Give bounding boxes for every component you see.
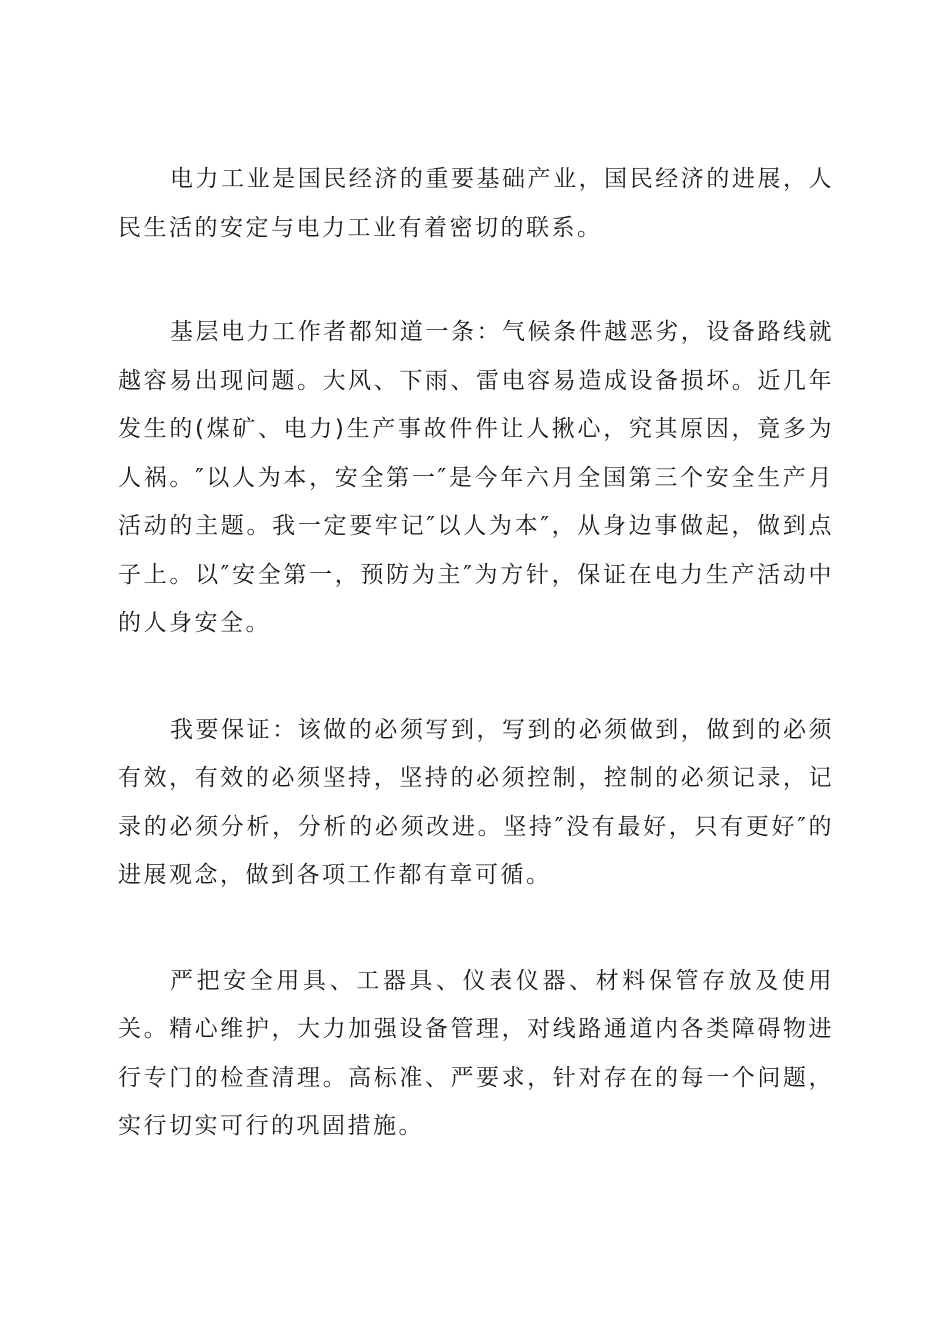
paragraph-1: 电力工业是国民经济的重要基础产业，国民经济的进展，人民生活的安定与电力工业有着密切的联系。 [118,166,834,241]
paragraph-4: 严把安全用具、工器具、仪表仪器、材料保管存放及使用关。精心维护，大力加强设备管理，对线路通道内各类障碍物进行专门的检查清理。高标准、严要求，针对存在的每一个问题，实行切实可行的巩固措施。 [118,967,834,1139]
paragraph-3: 我要保证：该做的必须写到，写到的必须做到，做到的必须有效，有效的必须坚持，坚持的必须控制，控制的必须记录，记录的必须分析，分析的必须改进。坚持″没有最好，只有更好″的进展观念，做到各项工作都有章可循。 [118,716,834,888]
document-body [118,155,834,1151]
paragraph-2: 基层电力工作者都知道一条：气候条件越恶劣，设备路线就越容易出现问题。大风、下雨、雷电容易造成设备损坏。近几年发生的(煤矿、电力)生产事故件件让人揪心，究其原因，竟多为人祸。″以人为本，安全第一″是今年六月全国第三个安全生产月活动的主题。我一定要牢记″以人为本″，从身边事做起，做到点子上。以″安全第一，预防为主″为方针，保证在电力生产活动中的人身安全。 [118,319,834,636]
